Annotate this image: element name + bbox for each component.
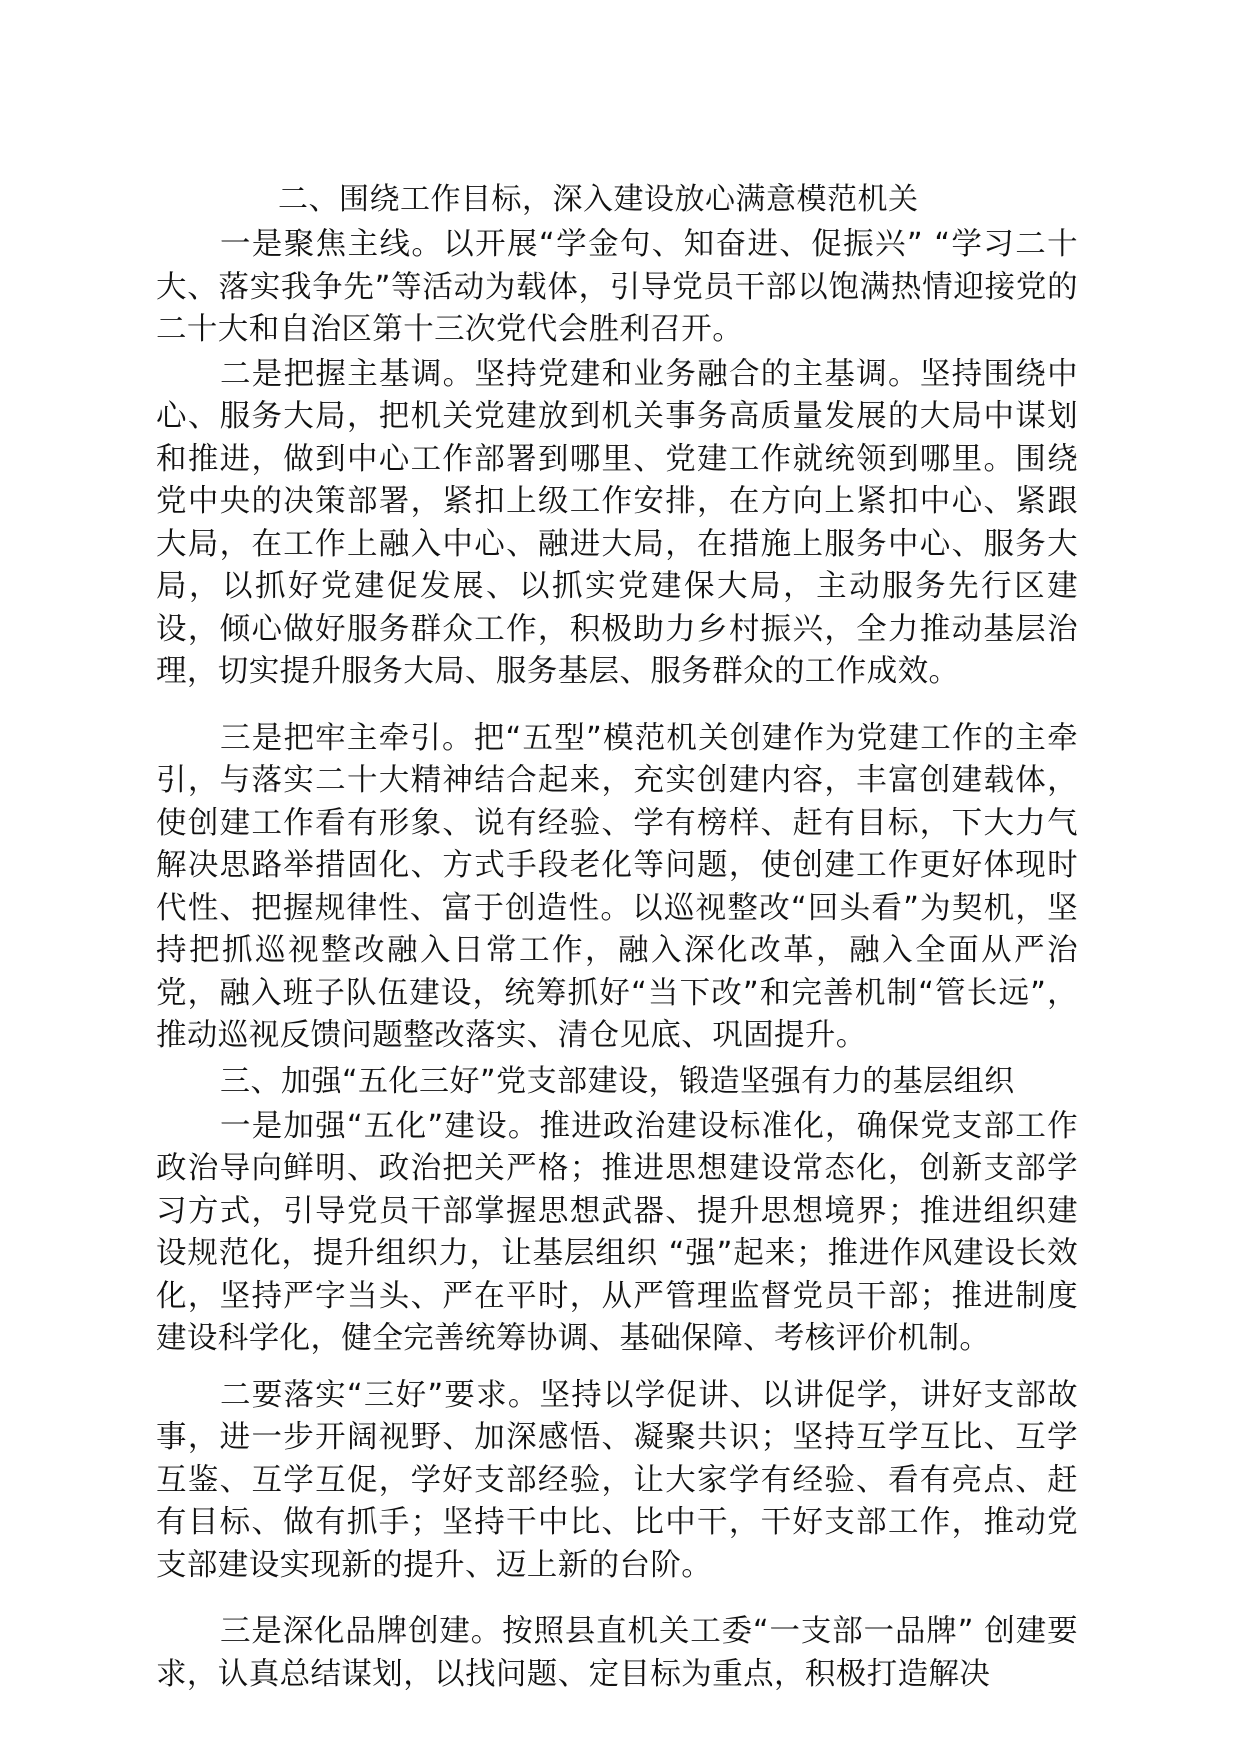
document-body (156, 178, 1078, 1696)
paragraph-focus-mainline: 一是聚焦主线。以开展“学金句、知奋进、促振兴” “学习二十大、落实我争先”等活动为载体，引导党员干部以饱满热情迎接党的二十大和自治区第十三次党代会胜利召开。 (156, 227, 1078, 347)
paragraph-main-lead: 三是把牢主牵引。把“五型”模范机关创建作为党建工作的主牵引，与落实二十大精神结合起来，充实创建内容，丰富创建载体，使创建工作看有形象、说有经验、学有榜样、赶有目标，下大力气解决思路举措固化、方式手段老化等问题，使创建工作更好体现时代性、把握规律性、富于创造性。以巡视整改“回头看”为契机，坚持把抓巡视整改融入日常工作，融入深化改革，融入全面从严治党，融入班子队伍建设，统筹抓好“当下改”和完善机制“管长远”，推动巡视反馈问题整改落实、清仓见底、巩固提升。 (156, 720, 1078, 1053)
paragraph-three-goods: 二要落实“三好”要求。坚持以学促讲、以讲促学，讲好支部故事，进一步开阔视野、加深感悟、凝聚共识；坚持互学互比、互学互鉴、互学互促，学好支部经验，让大家学有经验、看有亮点、赶有目标、做有抓手；坚持干中比、比中干，干好支部工作，推动党支部建设实现新的提升、迈上新的台阶。 (156, 1377, 1078, 1583)
paragraph-brand-building: 三是深化品牌创建。按照县直机关工委“一支部一品牌” 创建要求，认真总结谋划，以找问题、定目标为重点，积极打造解决 (156, 1614, 1078, 1692)
section-heading-2: 二、围绕工作目标，深入建设放心满意模范机关 (278, 182, 919, 217)
section-heading-3: 三、加强“五化三好”党支部建设，锻造坚强有力的基层组织 (220, 1063, 1015, 1099)
paragraph-five-modernizations: 一是加强“五化”建设。推进政治建设标准化，确保党支部工作政治导向鲜明、政治把关严格；推进思想建设常态化，创新支部学习方式，引导党员干部掌握思想武器、提升思想境界；推进组织建设规范化，提升组织力，让基层组织 “强”起来；推进作风建设长效化，坚持严字当头、严在平时，从严管理监督党员干部；推进制度建设科学化，健全完善统筹协调、基础保障、考核评价机制。 (156, 1108, 1078, 1356)
paragraph-main-tone: 二是把握主基调。坚持党建和业务融合的主基调。坚持围绕中心、服务大局，把机关党建放到机关事务高质量发展的大局中谋划和推进，做到中心工作部署到哪里、党建工作就统领到哪里。围绕党中央的决策部署，紧扣上级工作安排，在方向上紧扣中心、紧跟大局，在工作上融入中心、融进大局，在措施上服务中心、服务大局，以抓好党建促发展、以抓实党建保大局，主动服务先行区建设，倾心做好服务群众工作，积极助力乡村振兴，全力推动基层治理，切实提升服务大局、服务基层、服务群众的工作成效。 (156, 356, 1078, 689)
